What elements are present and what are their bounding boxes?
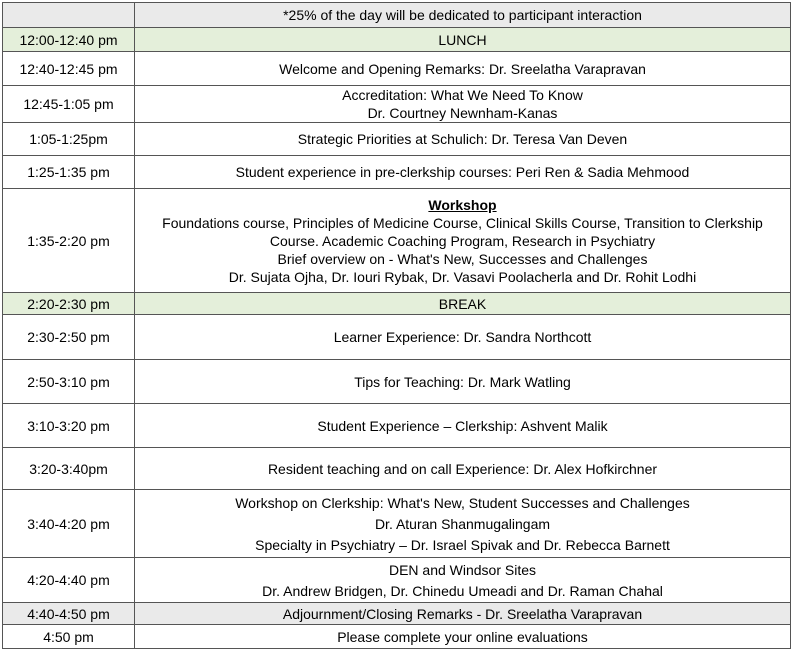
time-cell: 1:35-2:20 pm (3, 189, 135, 293)
agenda-row (3, 189, 791, 293)
agenda-row (3, 603, 791, 625)
session-line: Workshop on Clerkship: What's New, Student Successes and Challenges (235, 494, 690, 511)
header-note: *25% of the day will be dedicated to participant interaction (135, 3, 791, 28)
agenda-row (3, 558, 791, 603)
session-line: Dr. Sujata Ojha, Dr. Iouri Rybak, Dr. Vasavi Poolacherla and Dr. Rohit Lodhi (228, 268, 697, 285)
session-line: Student experience in pre-clerkship courses: Peri Ren & Sadia Mehmood (235, 164, 690, 180)
time-cell: 2:20-2:30 pm (3, 293, 135, 315)
time-cell: 3:10-3:20 pm (3, 404, 135, 448)
session-line: Strategic Priorities at Schulich: Dr. Teresa Van Deven (297, 131, 628, 147)
session-cell (135, 28, 791, 52)
agenda-table (2, 2, 791, 649)
agenda-row (3, 490, 791, 558)
session-line: Welcome and Opening Remarks: Dr. Sreelatha Varapravan (279, 60, 646, 77)
time-cell: 4:20-4:40 pm (3, 558, 135, 603)
session-cell (135, 86, 791, 123)
session-cell (135, 189, 791, 293)
session-line: Dr. Andrew Bridgen, Dr. Chinedu Umeadi and Dr. Raman Chahal (262, 582, 663, 599)
header-time-cell (3, 3, 135, 28)
session-cell (135, 156, 791, 189)
session-cell (135, 360, 791, 404)
agenda-row (3, 123, 791, 156)
agenda-row (3, 404, 791, 448)
agenda-row (3, 28, 791, 52)
session-cell (135, 123, 791, 156)
session-line: Tips for Teaching: Dr. Mark Watling (354, 373, 571, 390)
time-cell: 12:00-12:40 pm (3, 28, 135, 52)
header-row (3, 3, 791, 28)
workshop-heading: Workshop (428, 196, 497, 213)
session-line: Brief overview on - What's New, Successes and Challenges (277, 250, 648, 267)
session-line: Resident teaching and on call Experience: Dr. Alex Hofkirchner (267, 460, 658, 477)
time-cell: 1:05-1:25pm (3, 123, 135, 156)
session-cell (135, 404, 791, 448)
session-line: Student Experience – Clerkship: Ashvent Malik (317, 417, 608, 434)
session-cell (135, 315, 791, 360)
session-line: Adjournment/Closing Remarks - Dr. Sreelatha Varapravan (282, 605, 643, 622)
session-line: BREAK (438, 295, 487, 312)
session-line: DEN and Windsor Sites (388, 561, 537, 578)
session-cell (135, 490, 791, 558)
time-cell: 4:50 pm (3, 625, 135, 649)
session-line: Please complete your online evaluations (337, 628, 588, 645)
agenda-row (3, 52, 791, 86)
session-cell (135, 558, 791, 603)
time-cell: 2:30-2:50 pm (3, 315, 135, 360)
time-cell: 2:50-3:10 pm (3, 360, 135, 404)
session-line: Specialty in Psychiatry – Dr. Israel Spivak and Dr. Rebecca Barnett (255, 536, 670, 553)
time-cell: 1:25-1:35 pm (3, 156, 135, 189)
agenda-row (3, 86, 791, 123)
session-line: LUNCH (438, 31, 487, 48)
session-line: Dr. Aturan Shanmugalingam (374, 515, 551, 532)
agenda-row (3, 360, 791, 404)
agenda-row (3, 315, 791, 360)
session-cell (135, 603, 791, 625)
time-cell: 4:40-4:50 pm (3, 603, 135, 625)
agenda-row (3, 625, 791, 649)
time-cell: 3:40-4:20 pm (3, 490, 135, 558)
agenda-row (3, 448, 791, 490)
session-cell (135, 448, 791, 490)
session-line: Foundations course, Principles of Medicine Course, Clinical Skills Course, Transition to Clerkship Course. Academic Coaching Program, Research in Psychiatry (162, 214, 763, 249)
time-cell: 12:45-1:05 pm (3, 86, 135, 123)
session-cell (135, 52, 791, 86)
session-cell (135, 293, 791, 315)
agenda-row (3, 156, 791, 189)
agenda-row (3, 293, 791, 315)
session-line: Dr. Courtney Newnham-Kanas (367, 105, 558, 121)
session-line: Accreditation: What We Need To Know (342, 87, 583, 103)
session-line: Learner Experience: Dr. Sandra Northcott (333, 329, 592, 345)
time-cell: 3:20-3:40pm (3, 448, 135, 490)
time-cell: 12:40-12:45 pm (3, 52, 135, 86)
session-cell (135, 625, 791, 649)
